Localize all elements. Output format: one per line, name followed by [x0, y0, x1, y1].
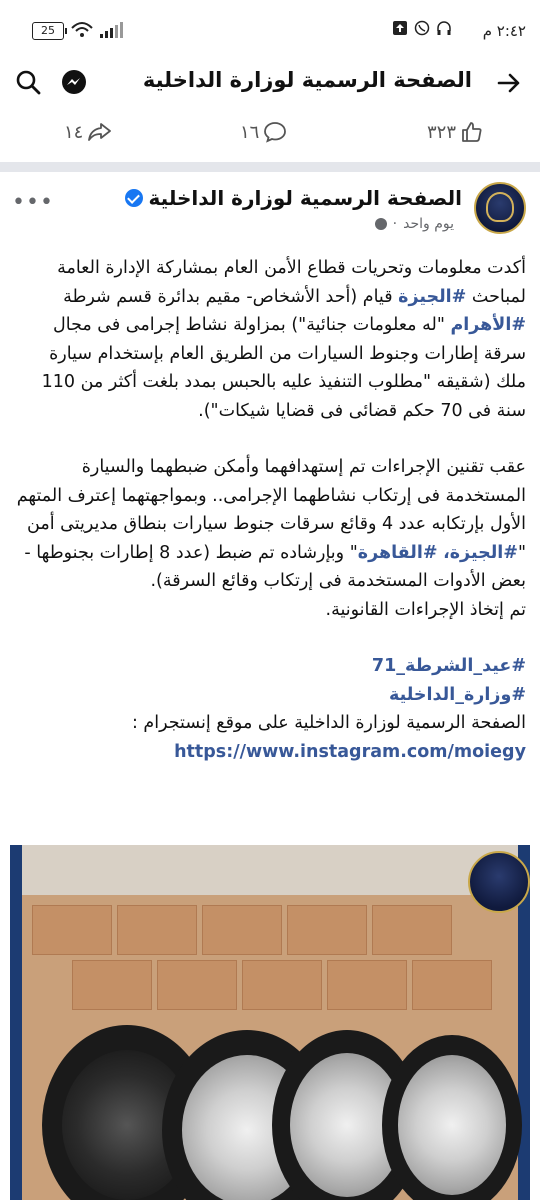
comment-button[interactable] — [240, 120, 287, 144]
brick — [287, 905, 367, 955]
brick — [242, 960, 322, 1010]
post-paragraph-2 — [14, 453, 526, 624]
text-run: " وبإرشاده تم ضبط (عدد 8 إطارات بجنوطها - بعض الأدوات المستخدمة فى إرتكاب وقائع السرقة). — [24, 542, 526, 591]
post-paragraph-1 — [14, 254, 526, 425]
hashtag-giza-2[interactable]: #الجيزة، — [443, 542, 518, 563]
text-run: "له معلومات جنائية") بمزاولة نشاط إجرامى فى مجال سرقة إطارات وجنوط السيارات من الطريق العام بإستخدام سيارة ملك (شقيقه "مطلوب التنفيذ عليه بالحبس بمدد بلغت أكثر من 110 سنة فى 70 حكم قضائى فى قضايا شيكات"). — [41, 315, 526, 421]
post-body — [14, 254, 526, 766]
post-author-name[interactable]: الصفحة الرسمية لوزارة الداخلية — [148, 186, 462, 210]
wifi-signal-icon — [70, 20, 126, 40]
text-run: تم إتخاذ الإجراءات القانونية. — [325, 599, 526, 620]
police-day-logo — [468, 851, 530, 913]
avatar[interactable] — [474, 182, 526, 234]
hashtag-ahram[interactable]: #الأهرام — [450, 315, 526, 335]
hashtag-giza[interactable]: #الجيزة — [398, 286, 467, 307]
text-run: عقب تقنين الإجراءات تم إستهدافهما وأمكن ضبطهما والسيارة المستخدمة فى إرتكاب نشاطهما الإجرامى.. وبمواجهتهما إعترف المتهم الأول بإرتكابه عدد 4 وقائع سرقات جنوط سيارات بنطاق مديريتى أمن " — [16, 457, 526, 563]
battery-indicator: 25 — [32, 22, 64, 40]
post-author[interactable] — [125, 186, 462, 210]
brick — [202, 905, 282, 955]
feed-divider — [0, 162, 540, 172]
app-bar — [0, 56, 540, 111]
police-emblem-icon — [486, 192, 514, 222]
share-icon — [87, 120, 113, 144]
post-time[interactable]: يوم واحد — [403, 216, 454, 232]
instagram-line: الصفحة الرسمية لوزارة الداخلية على موقع إنستجرام : — [131, 713, 526, 733]
brick — [32, 905, 112, 955]
photo-wall — [22, 845, 518, 895]
whatsapp-icon — [414, 20, 430, 36]
post-photo[interactable] — [10, 845, 530, 1200]
comment-count: ١٦ — [240, 121, 260, 143]
share-button[interactable] — [64, 120, 113, 144]
arrow-right-icon[interactable] — [496, 70, 522, 96]
share-count: ١٤ — [64, 121, 84, 143]
hashtag-cairo[interactable]: #القاهرة — [357, 542, 438, 563]
messenger-icon[interactable] — [60, 68, 88, 96]
brick — [157, 960, 237, 1010]
brick — [372, 905, 452, 955]
reactions-bar — [0, 110, 540, 162]
page-title: الصفحة الرسمية لوزارة الداخلية — [142, 68, 472, 92]
hashtag-ministry[interactable]: #وزارة_الداخلية — [389, 684, 526, 705]
headphones-icon — [436, 20, 452, 36]
thumbs-up-icon — [460, 120, 484, 144]
verified-badge-icon — [125, 189, 143, 207]
rim — [398, 1055, 506, 1195]
brick — [72, 960, 152, 1010]
hashtag-police-day[interactable]: #عيد_الشرطة_71 — [371, 656, 526, 676]
photo-content — [22, 845, 518, 1200]
brick — [412, 960, 492, 1010]
brick — [327, 960, 407, 1010]
globe-icon — [375, 218, 387, 230]
more-horizontal-icon[interactable]: ••• — [12, 190, 54, 215]
post-footer — [14, 652, 526, 766]
text-run: قيام (أحد الأشخاص- مقيم بدائرة قسم شرطة — [63, 286, 399, 307]
search-icon[interactable] — [14, 68, 42, 96]
status-icons — [392, 20, 452, 36]
status-time: ٢:٤٢ م — [482, 22, 526, 40]
like-button[interactable] — [427, 120, 484, 144]
instagram-link[interactable]: https://www.instagram.com/moiegy — [174, 741, 526, 762]
post-header — [0, 172, 540, 242]
upload-icon — [392, 20, 408, 36]
meta-separator: · — [392, 216, 398, 232]
comment-icon — [263, 120, 287, 144]
post-meta — [375, 216, 454, 232]
brick — [117, 905, 197, 955]
text-run: أكدت معلومات وتحريات قطاع الأمن العام بمشاركة الإدارة العامة لمباحث — [57, 258, 526, 307]
status-bar — [0, 0, 540, 56]
like-count: ٣٢٣ — [426, 121, 456, 143]
